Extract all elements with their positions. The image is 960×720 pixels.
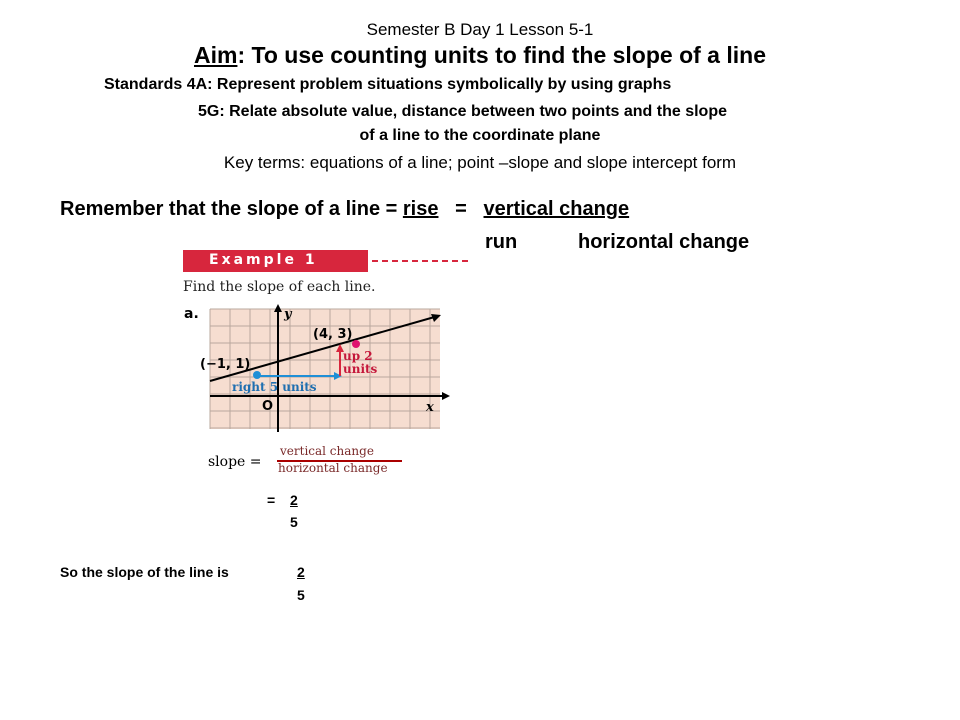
horizontal-change-word: horizontal change: [578, 231, 750, 253]
aim-word: Aim: [193, 42, 238, 68]
y-axis-label: y: [284, 307, 292, 322]
conclusion-denominator: 5: [297, 587, 305, 603]
example-figure: [180, 248, 480, 488]
aim-heading: [0, 42, 960, 69]
conclusion-numerator: 2: [297, 564, 305, 580]
slope-formula-label: slope =: [208, 454, 262, 470]
example-banner-label: Example 1: [209, 252, 318, 268]
rise-word: rise: [402, 198, 439, 220]
conclusion-text: So the slope of the line is: [60, 564, 229, 580]
slope-definition-lead: Remember that the slope of a line =: [60, 198, 403, 220]
vertical-change-word: vertical change: [483, 198, 630, 220]
slope-definition: [60, 198, 629, 221]
point-4-3: [352, 340, 360, 348]
equals-sign: =: [438, 198, 484, 220]
part-label: a.: [184, 306, 199, 322]
example-banner: [183, 250, 368, 272]
y-axis-arrow-icon: [274, 304, 282, 312]
run-word: run: [485, 231, 518, 253]
aim-text: : To use counting units to find the slope of a line: [237, 42, 766, 68]
point-neg1-1: [253, 371, 261, 379]
result-numerator: 2: [290, 492, 298, 508]
slope-formula-denominator: horizontal change: [278, 461, 388, 475]
x-axis-arrow-icon: [442, 392, 450, 400]
right-label: right 5 units: [232, 380, 317, 394]
standards-5g: 5G: Relate absolute value, distance between two points and the slope: [198, 103, 727, 120]
result-denominator: 5: [290, 514, 298, 530]
x-axis-label: x: [426, 400, 434, 415]
slope-formula-numerator: vertical change: [280, 444, 374, 458]
banner-dashed-rule: [372, 260, 468, 262]
standards-4a: Standards 4A: Represent problem situations symbolically by using graphs: [104, 76, 672, 93]
origin-label: O: [262, 399, 274, 414]
coordinate-graph: [200, 304, 475, 439]
key-terms: Key terms: equations of a line; point –slope and slope intercept form: [223, 153, 737, 172]
point-1-label: (−1, 1): [200, 357, 251, 372]
up-label-line2: units: [343, 362, 378, 376]
standards-5g-continued: of a line to the coordinate plane: [359, 127, 601, 144]
point-2-label: (4, 3): [313, 327, 353, 342]
up-label-line1: up 2: [343, 349, 373, 363]
lesson-label: Semester B Day 1 Lesson 5-1: [366, 20, 594, 39]
example-prompt: Find the slope of each line.: [183, 279, 376, 295]
result-equals: =: [267, 492, 276, 508]
